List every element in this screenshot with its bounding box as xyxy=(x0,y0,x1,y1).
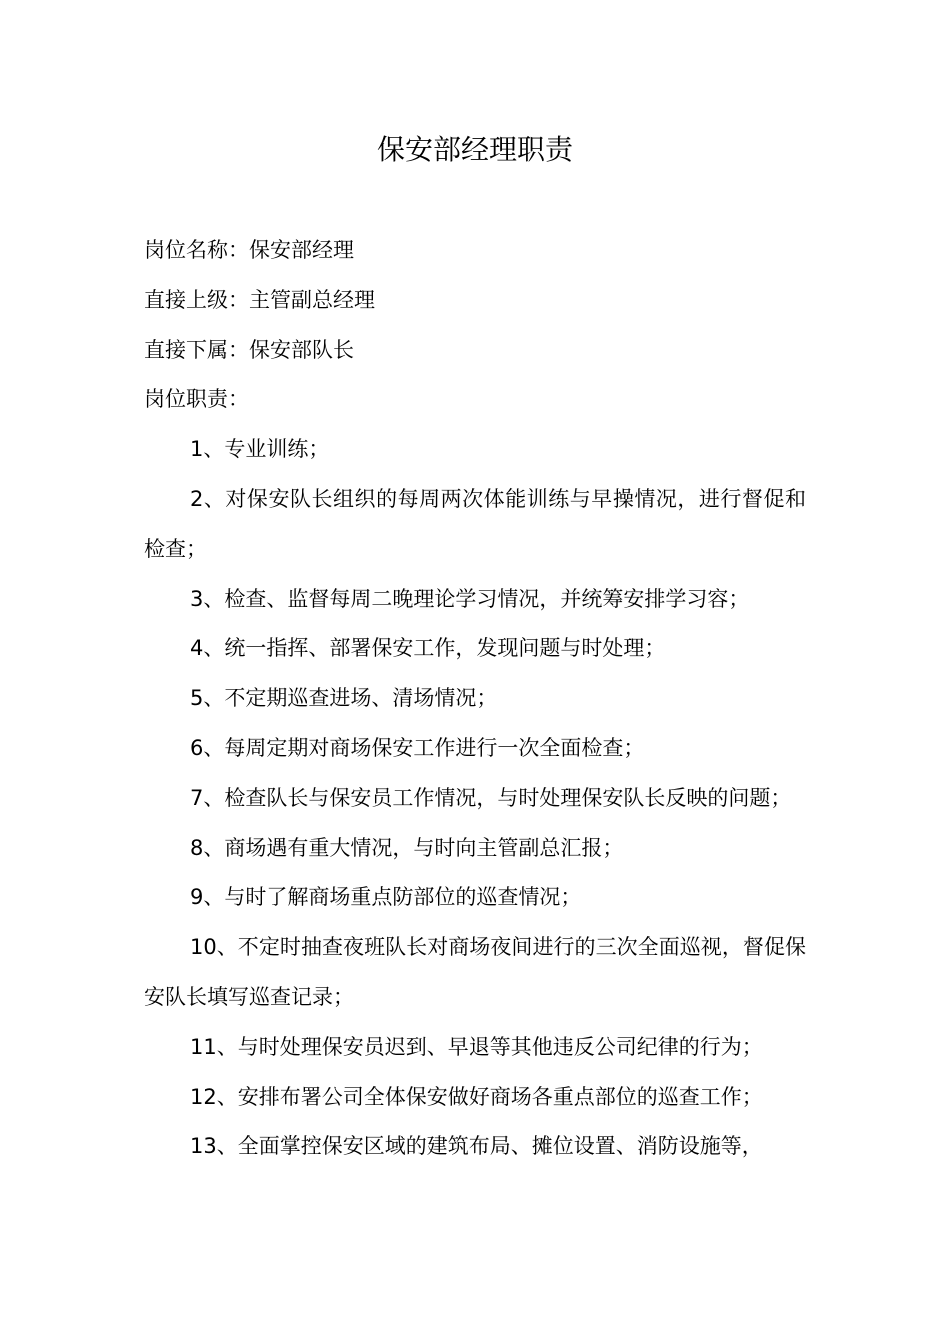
info-value: 保安部经理 xyxy=(249,238,354,262)
info-label: 直接上级： xyxy=(144,287,249,312)
duty-item: 10、不定时抽查夜班队长对商场夜间进行的三次全面巡视，督促保安队长填写巡查记录； xyxy=(144,935,806,1009)
duty-item: 3、检查、监督每周二晚理论学习情况，并统筹安排学习容； xyxy=(190,586,750,611)
duty-item: 8、商场遇有重大情况，与时向主管副总汇报； xyxy=(190,835,624,860)
info-label: 岗位名称： xyxy=(144,238,249,262)
info-line-subordinate xyxy=(144,326,806,376)
duty-item: 1、专业训练； xyxy=(190,437,330,462)
duty-item: 7、检查队长与保安员工作情况，与时处理保安队长反映的问题； xyxy=(190,785,792,810)
info-label: 直接下属： xyxy=(144,337,249,362)
document-body xyxy=(144,226,806,1172)
duty-item: 2、对保安队长组织的每周两次体能训练与早操情况，进行督促和检查； xyxy=(144,486,806,561)
info-value: 保安部队长 xyxy=(249,337,354,362)
info-line-position xyxy=(144,226,806,276)
duty-item: 12、安排布署公司全体保安做好商场各重点部位的巡查工作； xyxy=(190,1084,763,1109)
duty-item: 11、与时处理保安员迟到、早退等其他违反公司纪律的行为； xyxy=(190,1034,763,1059)
duty-item: 13、全面掌控保安区域的建筑布局、摊位设置、消防设施等， xyxy=(190,1134,763,1159)
info-line-superior xyxy=(144,276,806,326)
info-value: 主管副总经理 xyxy=(249,287,375,312)
duty-item: 4、统一指挥、部署保安工作，发现问题与时处理； xyxy=(190,636,666,661)
duties-heading: 岗位职责： xyxy=(144,387,249,412)
duty-item: 5、不定期巡查进场、清场情况； xyxy=(190,686,498,711)
duty-item: 6、每周定期对商场保安工作进行一次全面检查； xyxy=(190,735,645,760)
document-title: 保安部经理职责 xyxy=(376,133,573,166)
duty-item: 9、与时了解商场重点防部位的巡查情况； xyxy=(190,885,582,910)
